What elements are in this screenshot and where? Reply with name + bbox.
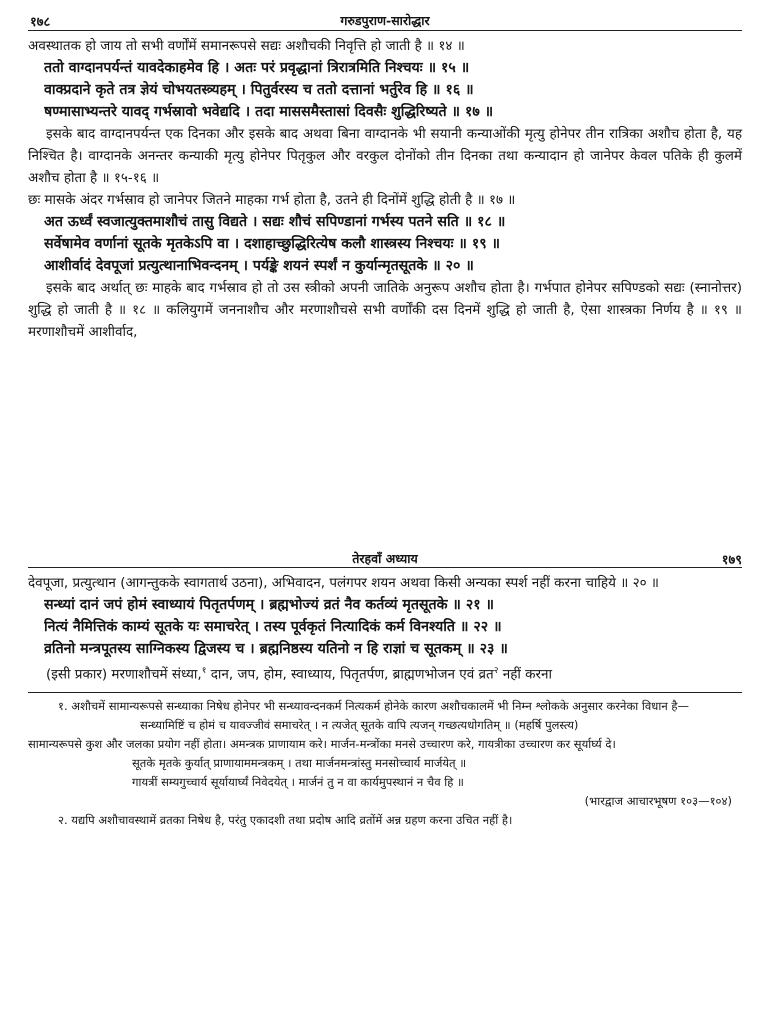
verse-23: व्रतिनो मन्त्रपूतस्य साग्निकस्य द्विजस्य च । ब्रह्मनिष्ठस्य यतिनो न हि राज्ञां च सूतकम् ॥ २३ ॥ xyxy=(44,641,508,657)
bottom-header-title: तेरहवाँ अध्याय xyxy=(352,551,418,566)
footnotes xyxy=(28,697,742,830)
top-page-number: १७८ xyxy=(30,15,51,30)
footnote-ref-2[interactable]: २ xyxy=(493,666,499,676)
footnote-1-verse: सन्ध्यामिष्टिं च होमं च यावज्जीवं समाचरेत् । न त्यजेत् सूतके वापि त्यजन् गच्छत्यधोगतिम् ॥ (महर्षि पुलस्त्य) xyxy=(140,717,579,732)
top-lead-line: अवस्थातक हो जाय तो सभी वर्णोंमें समानरूपसे सद्यः अशौचकी निवृत्ति हो जाती है ॥ १४ ॥ xyxy=(28,38,465,54)
top-paragraph-2: छः मासके अंदर गर्भस्राव हो जानेपर जितने माहका गर्भ होता है, उतने ही दिनोंमें शुद्धि होती है ॥ १७ ॥ xyxy=(28,192,516,208)
top-page xyxy=(0,0,768,470)
footnote-1: १. अशौचमें सामान्यरूपसे सन्ध्याका निषेध होनेपर भी सन्ध्यावन्दनकर्म नित्यकर्म होनेके कारण अशौचकालमें भी निम्न श्लोकके अनुसार करनेका विधान है— xyxy=(58,698,689,713)
bottom-paragraph xyxy=(28,660,742,686)
bottom-paragraph-end: नहीं करना xyxy=(498,666,553,683)
top-header-title: गरुडपुराण-सारोद्धार xyxy=(340,13,430,28)
top-paragraph-1: इसके बाद वाग्दानपर्यन्त एक दिनका और इसके बाद अथवा बिना वाग्दानके भी सयानी कन्याओंकी मृत्यु होनेपर तीन रात्रिका अशौच होता है, यह निश्चित है। वाग्दानके अनन्तर कन्याकी मृत्यु होनेपर पितृकुल और वरकुल दोनोंको तीन दिनका तथा कन्यादान हो जानेपर केवल पतिके ही कुलमें अशौच होता है ॥ १५-१६ ॥ xyxy=(28,126,742,186)
footnote-1-verse2-a: सूतके मृतके कुर्यात् प्राणायाममन्त्रकम् । तथा मार्जनमन्त्रांस्तु मनसोच्चार्य मार्जयेत् ॥ xyxy=(132,755,467,770)
footnote-1-text: सामान्यरूपसे कुश और जलका प्रयोग नहीं होता। अमन्त्रक प्राणायाम करे। मार्जन-मन्त्रोंका मनसे उच्चारण करे, गायत्रीका उच्चारण कर सूर्यार्घ्य दे। xyxy=(28,736,616,751)
footnote-1-source: (भारद्वाज आचारभूषण १०३—१०४) xyxy=(584,793,732,808)
bottom-paragraph-start: (इसी प्रकार) मरणाशौचमें संध्या, xyxy=(46,666,202,683)
top-running-header xyxy=(28,0,742,31)
verse-17: षण्मासाभ्यन्तरे यावद् गर्भस्रावो भवेद्यदि । तदा माससमैस्तासां दिवसैः शुद्धिरिष्यते ॥ १७ ॥ xyxy=(44,104,494,120)
top-paragraph-3: इसके बाद अर्थात् छः माहके बाद गर्भस्राव हो तो उस स्त्रीको अपनी जातिके अनुरूप अशौच होता है। गर्भपात होनेपर सपिण्डको सद्यः (स्नानोत्तर) शुद्धि हो जाती है ॥ १८ ॥ कलियुगमें जननाशौच और मरणाशौचसे सभी वर्णोंकी दस दिनमें शुद्धि हो जाती है, ऐसा शास्त्रका निर्णय है ॥ १९ ॥ मरणाशौचमें आशीर्वाद, xyxy=(28,280,742,340)
bottom-lead-line: देवपूजा, प्रत्युत्थान (आगन्तुकके स्वागतार्थ उठना), अभिवादन, पलंगपर शयन अथवा किसी अन्यका स्पर्श नहीं करना चाहिये ॥ २० ॥ xyxy=(28,575,659,591)
top-body xyxy=(28,35,742,343)
bottom-body xyxy=(28,572,742,686)
bottom-paragraph-mid: दान, जप, होम, स्वाध्याय, पितृतर्पण, ब्राह्मणभोजन एवं व्रत xyxy=(206,666,494,683)
bottom-running-header xyxy=(28,545,742,568)
footnote-divider xyxy=(28,692,742,693)
verse-21: सन्ध्यां दानं जपं होमं स्वाध्यायं पितृतर्पणम् । ब्रह्मभोज्यं व्रतं नैव कर्तव्यं मृतसूतके ॥ २१ ॥ xyxy=(44,597,495,613)
bottom-page xyxy=(0,545,768,1024)
verse-19: सर्वेषामेव वर्णानां सूतके मृतकेऽपि वा । दशाहाच्छुद्धिरित्येष कलौ शास्त्रस्य निश्चयः ॥ १९ ॥ xyxy=(44,236,501,252)
verse-15: ततो वाग्दानपर्यन्तं यावदेकाहमेव हि । अतः परं प्रवृद्धानां त्रिरात्रमिति निश्चयः ॥ १५ ॥ xyxy=(44,60,470,76)
verse-18: अत ऊर्ध्वं स्वजात्युक्तमाशौचं तासु विद्यते । सद्यः शौचं सपिण्डानां गर्भस्य पतने सति ॥ १८ ॥ xyxy=(44,214,506,230)
footnote-1-verse2-b: गायत्रीं सम्यगुच्चार्य सूर्यायार्घ्यं निवेदयेत् । मार्जनं तु न वा कार्यमुपस्थानं न चैव हि ॥ xyxy=(132,774,464,789)
bottom-page-number: १७९ xyxy=(721,553,742,568)
top-verses-b xyxy=(44,211,742,277)
verse-20: आशीर्वादं देवपूजां प्रत्युत्थानाभिवन्दनम् । पर्यङ्के शयनं स्पर्शं न कुर्यान्मृतसूतके ॥ २० ॥ xyxy=(44,258,474,274)
verse-22: नित्यं नैमित्तिकं काम्यं सूतके यः समाचरेत् । तस्य पूर्वकृतं नित्यादिकं कर्म विनश्यति ॥ २२ ॥ xyxy=(44,619,502,635)
top-verses-a xyxy=(44,57,742,123)
footnote-ref-1[interactable]: १ xyxy=(201,666,207,676)
bottom-verses xyxy=(44,594,742,660)
footnote-2: २. यद्यपि अशौचावस्थामें व्रतका निषेध है, परंतु एकादशी तथा प्रदोष आदि व्रतोंमें अन्न ग्रहण करना उचित नहीं है। xyxy=(58,812,513,827)
verse-16: वाक्प्रदाने कृते तत्र ज्ञेयं चोभयतस्त्र्यहम् । पितुर्वरस्य च ततो दत्तानां भर्तुरेव हि ॥ १६ ॥ xyxy=(44,82,474,98)
